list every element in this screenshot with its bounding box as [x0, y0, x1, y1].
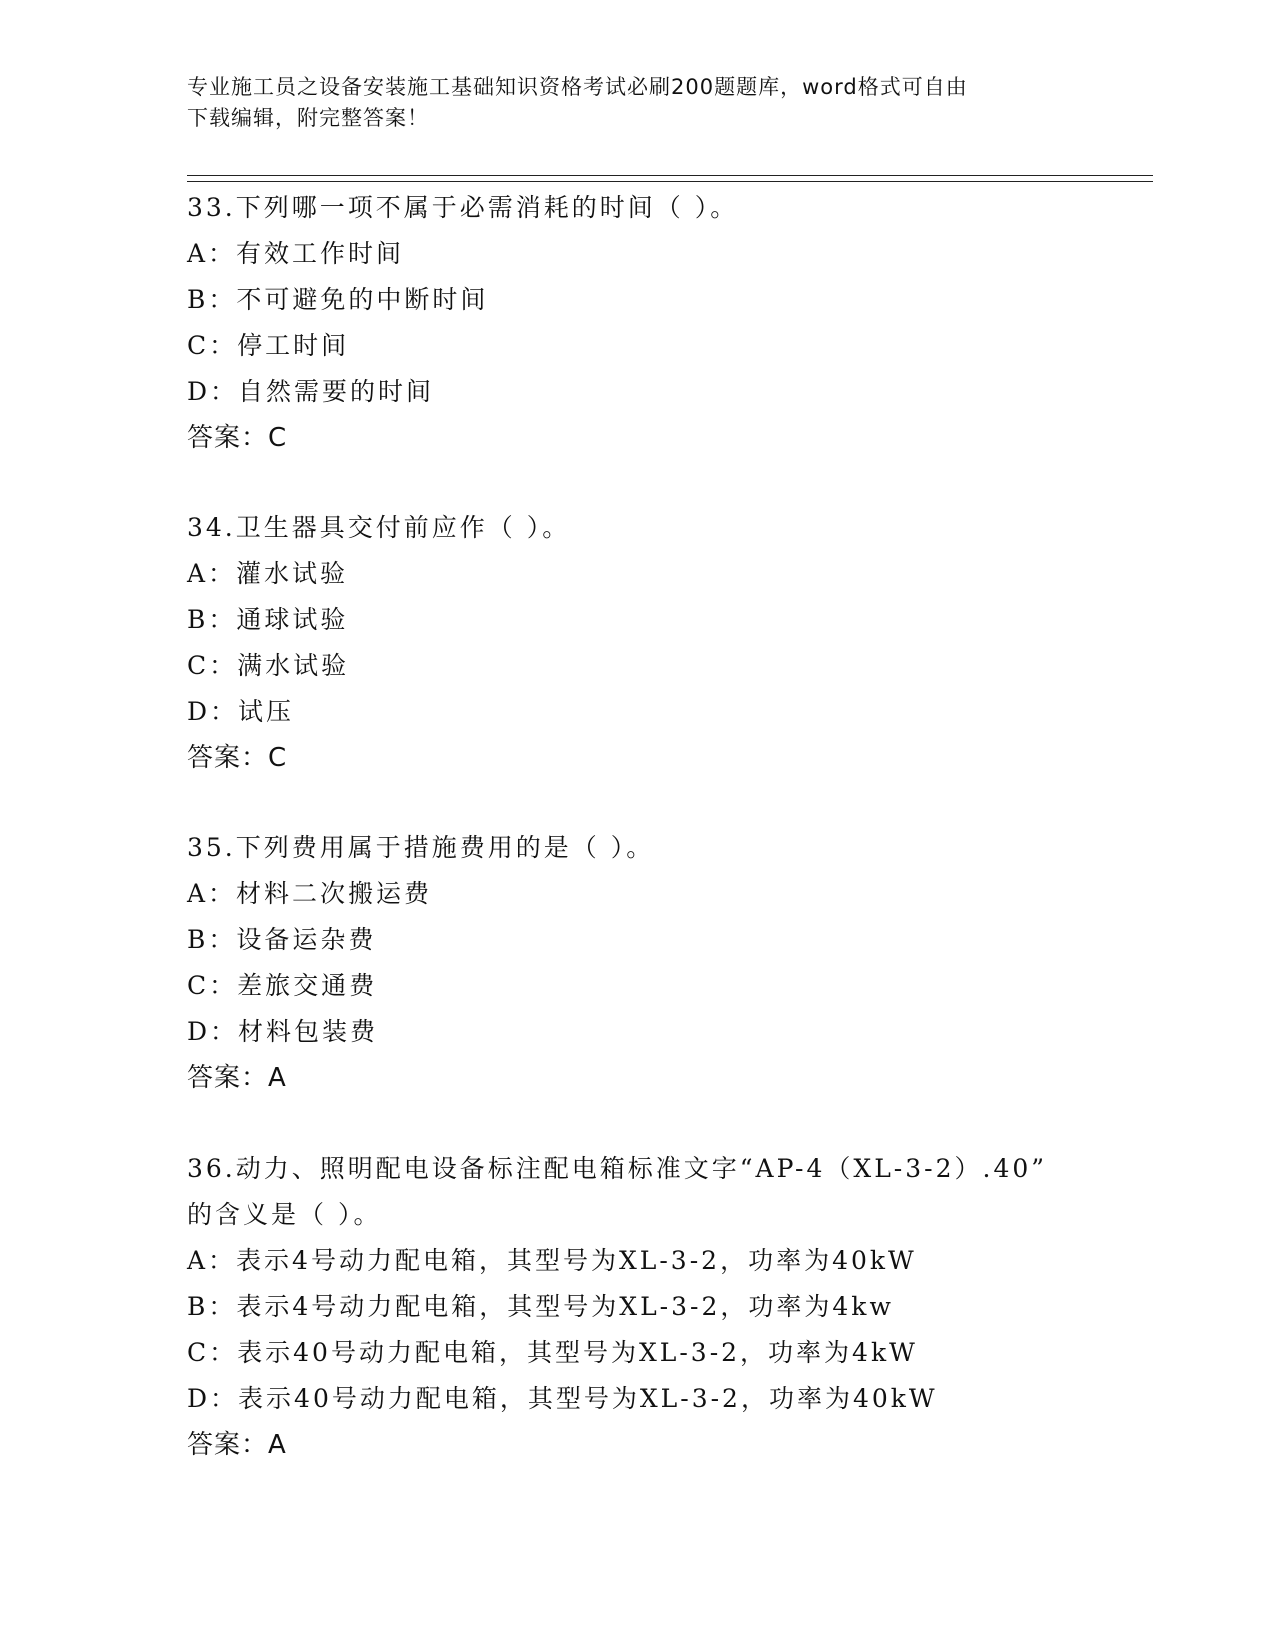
question-stem: 36.动力、照明配电设备标注配电箱标准文字“AP-4（XL-3-2）.40” — [187, 1154, 1048, 1183]
header-line-1: 专业施工员之设备安装施工基础知识资格考试必刷200题题库，word格式可自由 — [187, 75, 968, 99]
question-stem: 33.下列哪一项不属于必需消耗的时间（ ）。 — [187, 193, 739, 222]
answer: 答案：A — [187, 1430, 287, 1460]
option-b: B：设备运杂费 — [187, 925, 377, 954]
question-33 — [187, 185, 1087, 461]
option-a: A：材料二次搬运费 — [187, 879, 433, 908]
option-d: D：自然需要的时间 — [187, 377, 435, 406]
question-stem-continued: 的含义是（ ）。 — [187, 1200, 382, 1229]
answer: 答案：C — [187, 423, 288, 453]
option-c: C：停工时间 — [187, 331, 350, 360]
option-a: A：灌水试验 — [187, 559, 349, 588]
option-b: B：不可避免的中断时间 — [187, 285, 489, 314]
answer: 答案：C — [187, 743, 288, 773]
option-d: D：材料包装费 — [187, 1017, 379, 1046]
question-35 — [187, 825, 1087, 1101]
question-34 — [187, 505, 1087, 781]
question-36 — [187, 1146, 1087, 1468]
option-b: B：通球试验 — [187, 605, 349, 634]
option-b: B：表示4号动力配电箱，其型号为XL-3-2，功率为4kw — [187, 1292, 894, 1321]
option-c: C：表示40号动力配电箱，其型号为XL-3-2，功率为4kW — [187, 1338, 918, 1367]
document-header — [187, 72, 1087, 134]
header-divider-bottom — [187, 181, 1153, 182]
header-line-2: 下载编辑，附完整答案！ — [187, 106, 429, 130]
answer: 答案：A — [187, 1063, 287, 1093]
option-c: C：满水试验 — [187, 651, 350, 680]
question-stem: 34.卫生器具交付前应作（ ）。 — [187, 513, 571, 542]
option-c: C：差旅交通费 — [187, 971, 378, 1000]
option-a: A：有效工作时间 — [187, 239, 405, 268]
header-divider-top — [187, 175, 1153, 176]
option-d: D：试压 — [187, 697, 295, 726]
question-stem: 35.下列费用属于措施费用的是（ ）。 — [187, 833, 655, 862]
option-a: A：表示4号动力配电箱，其型号为XL-3-2，功率为40kW — [187, 1246, 917, 1275]
option-d: D：表示40号动力配电箱，其型号为XL-3-2，功率为40kW — [187, 1384, 938, 1413]
